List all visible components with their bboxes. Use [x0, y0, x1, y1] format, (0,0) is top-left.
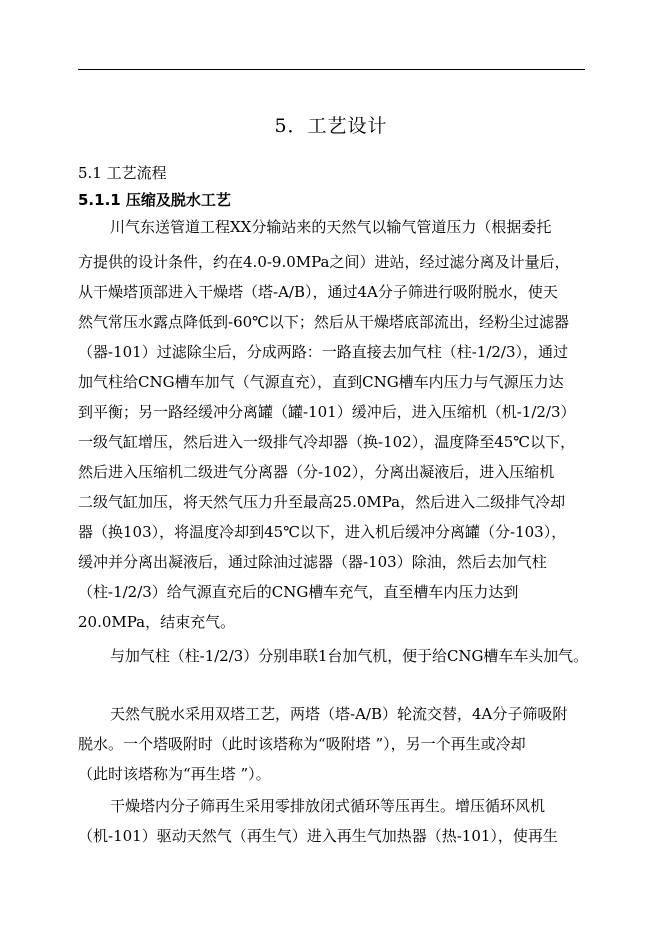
page-title: 5．工艺设计: [274, 115, 388, 137]
para-line: （机-101）驱动天然气（再生气）进入再生气加热器（热-101），使再生: [78, 827, 558, 845]
para-line: （此时该塔称为“再生塔 ”）。: [78, 765, 271, 783]
para-line: 缓冲并分离出凝液后，通过除油过滤器（器-103）除油，然后去加气柱: [78, 553, 547, 571]
para-line: 天然气脱水采用双塔工艺，两塔（塔-A/B）轮流交替，4A分子筛吸附: [110, 705, 568, 723]
para-line: 与加气柱（柱-1/2/3）分别串联1台加气机，便于给CNG槽车车头加气。: [110, 647, 589, 665]
para-line: （器-101）过滤除尘后，分成两路：一路直接去加气柱（柱-1/2/3），通过: [78, 343, 569, 361]
para-line: 一级气缸增压，然后进入一级排气冷却器（换-102），温度降至45℃以下，: [78, 433, 576, 451]
para-line: 方提供的设计条件，约在4.0-9.0MPa之间）进站，经过滤分离及计量后，: [78, 253, 570, 271]
para-line: 干燥塔内分子筛再生采用零排放闭式循环等压再生。增压循环风机: [110, 797, 546, 815]
section-heading: 5.1 工艺流程: [78, 164, 167, 182]
para-line: 然气常压水露点降低到-60℃以下；然后从干燥塔底部流出，经粉尘过滤器: [78, 313, 569, 331]
para-line: （柱-1/2/3）给气源直充后的CNG槽车充气，直至槽车内压力达到: [78, 583, 519, 601]
para-line: 加气柱给CNG槽车加气（气源直充），直到CNG槽车内压力与气源压力达: [78, 373, 564, 391]
para-line: 二级气缸加压，将天然气压力升至最高25.0MPa，然后进入二级排气冷却: [78, 493, 566, 511]
para-line: 从干燥塔顶部进入干燥塔（塔-A/B），通过4A分子筛进行吸附脱水，使天: [78, 283, 558, 301]
header-rule: [78, 69, 585, 70]
para-line: 川气东送管道工程XX分输站来的天然气以输气管道压力（根据委托: [110, 218, 552, 236]
para-line: 20.0MPa，结束充气。: [78, 613, 236, 631]
subsection-heading: 5.1.1 压缩及脱水工艺: [78, 191, 231, 209]
para-line: 器（换103），将温度冷却到45℃以下，进入机后缓冲分离罐（分-103），: [78, 523, 567, 541]
para-line: 脱水。一个塔吸附时（此时该塔称为“吸附塔 ”），另一个再生或冷却: [78, 735, 526, 753]
para-line: 到平衡；另一路经缓冲分离罐（罐-101）缓冲后，进入压缩机（机-1/2/3）: [78, 403, 576, 421]
para-line: 然后进入压缩机二级进气分离器（分-102），分离出凝液后，进入压缩机: [78, 463, 555, 481]
